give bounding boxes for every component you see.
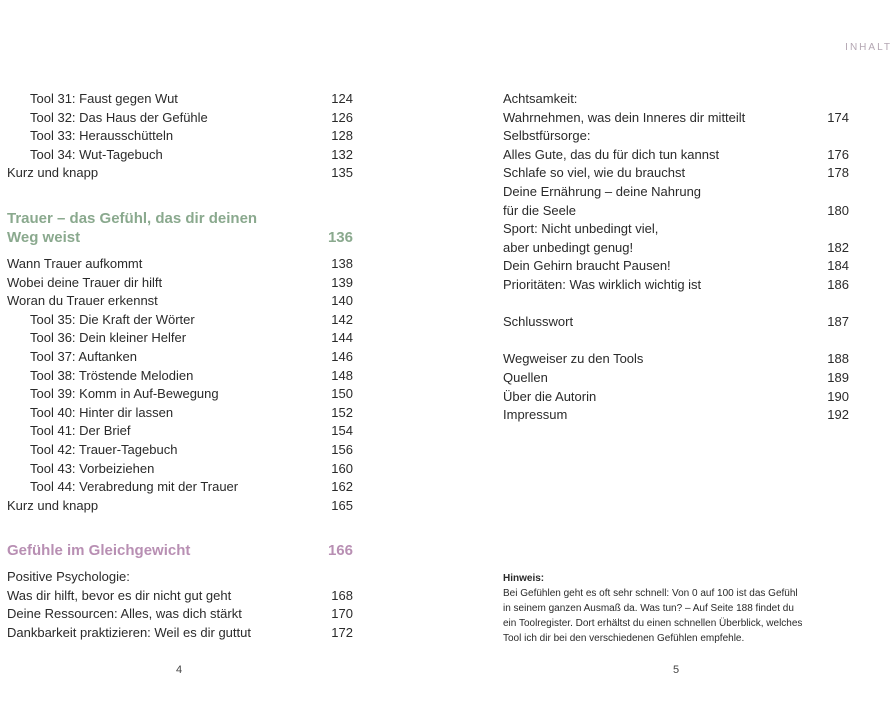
entry-title: Kurz und knapp <box>7 497 99 513</box>
entry-title: Tool 34: Wut-Tagebuch <box>30 146 163 162</box>
hint-title: Hinweis: <box>503 573 545 584</box>
entry-title: Was dir hilft, bevor es dir nicht gut geht <box>7 587 232 603</box>
entry-title: Dankbarkeit praktizieren: Weil es dir guttut <box>7 625 251 641</box>
entry-title: Woran du Trauer erkennst <box>7 293 158 309</box>
entry-title: Tool 44: Verabredung mit der Trauer <box>30 479 239 495</box>
entry-title: Wann Trauer aufkommt <box>7 255 143 271</box>
entry-page: 146 <box>331 348 353 364</box>
entry-title: Wobei deine Trauer dir hilft <box>7 274 163 290</box>
entry-title: Schlusswort <box>503 314 574 330</box>
entry-title: Tool 40: Hinter dir lassen <box>30 404 174 420</box>
page-number-right: 5 <box>673 664 680 676</box>
entry-page: 144 <box>331 330 353 346</box>
entry-title: Tool 41: Der Brief <box>30 423 131 439</box>
entry-page: 152 <box>331 404 353 420</box>
entry-page: 165 <box>331 497 353 513</box>
toc-entry[interactable] <box>7 404 353 423</box>
toc-entry[interactable] <box>7 146 353 165</box>
entry-title: Quellen <box>503 369 548 385</box>
entry-page: 156 <box>331 441 353 457</box>
page-number-left: 4 <box>176 664 183 676</box>
entry-title: Impressum <box>503 407 568 423</box>
entry-page: 188 <box>827 351 849 367</box>
toc-entry[interactable] <box>7 422 353 441</box>
entry-page: 168 <box>331 587 353 603</box>
toc-entry[interactable] <box>503 146 849 165</box>
entry-page: 190 <box>827 388 849 404</box>
entry-title: Achtsamkeit: <box>503 91 578 106</box>
toc-entry[interactable] <box>7 441 353 460</box>
toc-entry[interactable] <box>503 257 849 276</box>
entry-page: 184 <box>827 258 849 274</box>
toc-entry[interactable] <box>7 329 353 348</box>
toc-entry[interactable] <box>7 311 353 330</box>
entry-title: Tool 32: Das Haus der Gefühle <box>30 109 208 125</box>
toc-entry[interactable] <box>7 164 353 183</box>
toc-entry[interactable] <box>7 605 353 624</box>
toc-entry[interactable] <box>7 255 353 274</box>
toc-entry[interactable] <box>503 406 849 425</box>
entry-page: 140 <box>331 293 353 309</box>
toc-entry[interactable] <box>503 202 849 221</box>
entry-page: 182 <box>827 239 849 255</box>
entry-title: Tool 38: Tröstende Melodien <box>30 367 194 383</box>
toc-entry[interactable] <box>7 127 353 146</box>
toc-entry-schlusswort[interactable] <box>503 313 849 332</box>
entry-page: 172 <box>331 625 353 641</box>
toc-entry[interactable] <box>503 276 849 295</box>
toc-entry[interactable] <box>7 90 353 109</box>
right-page-toc <box>503 90 849 425</box>
entry-page: 192 <box>827 407 849 423</box>
entry-title: Deine Ernährung – deine Nahrung <box>503 183 702 199</box>
entry-title: Wegweiser zu den Tools <box>503 351 644 367</box>
toc-entry[interactable] <box>7 385 353 404</box>
hint-box <box>503 571 853 646</box>
hint-line: in seinem ganzen Ausmaß da. Was tun? – Auf Seite 188 findet du <box>503 603 794 614</box>
entry-title: Tool 36: Dein kleiner Helfer <box>30 330 187 346</box>
toc-entry[interactable] <box>503 127 849 146</box>
toc-entry[interactable] <box>503 183 849 202</box>
section-heading-trauer[interactable] <box>7 209 353 247</box>
toc-entry[interactable] <box>7 587 353 606</box>
toc-entry[interactable] <box>7 460 353 479</box>
toc-entry[interactable] <box>7 367 353 386</box>
toc-entry[interactable] <box>7 568 353 587</box>
entry-page: 128 <box>331 128 353 144</box>
running-header: INHALT <box>845 42 892 53</box>
toc-entry[interactable] <box>7 497 353 516</box>
hint-line: Bei Gefühlen geht es oft sehr schnell: Von 0 auf 100 ist das Gefühl <box>503 588 798 599</box>
entry-title: Tool 43: Vorbeiziehen <box>30 460 155 476</box>
entry-title: Schlafe so viel, wie du brauchst <box>503 165 686 181</box>
section-page: 166 <box>327 542 353 560</box>
entry-page: 160 <box>331 460 353 476</box>
entry-page: 174 <box>827 109 849 125</box>
toc-entry[interactable] <box>503 239 849 258</box>
entry-page: 178 <box>827 165 849 181</box>
entry-page: 138 <box>331 255 353 271</box>
toc-entry[interactable] <box>7 348 353 367</box>
entry-page: 187 <box>827 314 849 330</box>
hint-line: ein Toolregister. Dort erhältst du einen schnellen Überblick, welches <box>503 618 803 629</box>
entry-page: 189 <box>827 369 849 385</box>
entry-page: 142 <box>331 311 353 327</box>
entry-title: Tool 33: Herausschütteln <box>30 128 174 144</box>
entry-title: für die Seele <box>503 202 576 218</box>
hint-line: Tool ich dir bei den verschiedenen Gefühlen empfehle. <box>503 633 745 644</box>
section-title: Gefühle im Gleichgewicht <box>7 542 191 560</box>
toc-entry[interactable] <box>503 164 849 183</box>
entry-title: Tool 39: Komm in Auf-Bewegung <box>30 386 219 402</box>
entry-page: 162 <box>331 479 353 495</box>
entry-page: 186 <box>827 276 849 292</box>
entry-title: Tool 37: Auftanken <box>30 348 137 364</box>
toc-entry[interactable] <box>503 369 849 388</box>
entry-title: Selbstfürsorge: <box>503 128 591 144</box>
toc-entry[interactable] <box>7 624 353 643</box>
entry-title: Prioritäten: Was wirklich wichtig ist <box>503 276 702 292</box>
toc-entry[interactable] <box>503 109 849 128</box>
entry-title: aber unbedingt genug! <box>503 239 634 255</box>
toc-entry[interactable] <box>503 90 849 109</box>
entry-title: Tool 35: Die Kraft der Wörter <box>30 311 195 327</box>
entry-title: Sport: Nicht unbedingt viel, <box>503 221 659 237</box>
entry-page: 139 <box>331 274 353 290</box>
section-page: 136 <box>327 228 353 246</box>
entry-title: Tool 42: Trauer-Tagebuch <box>30 441 178 457</box>
toc-entry[interactable] <box>7 274 353 293</box>
toc-entry[interactable] <box>503 388 849 407</box>
entry-title: Positive Psychologie: <box>7 569 130 585</box>
entry-title: Wahrnehmen, was dein Inneres dir mitteilt <box>503 109 746 125</box>
entry-page: 132 <box>331 146 353 162</box>
toc-entry[interactable] <box>7 109 353 128</box>
entry-page: 135 <box>331 165 353 181</box>
entry-page: 170 <box>331 606 353 622</box>
toc-entry[interactable] <box>503 220 849 239</box>
entry-title: Dein Gehirn braucht Pausen! <box>503 258 671 274</box>
entry-page: 176 <box>827 146 849 162</box>
section-heading-gleichgewicht[interactable] <box>7 541 353 560</box>
entry-page: 148 <box>331 367 353 383</box>
entry-title: Über die Autorin <box>503 388 597 404</box>
toc-entry[interactable] <box>503 350 849 369</box>
entry-title: Deine Ressourcen: Alles, was dich stärkt <box>7 606 242 622</box>
entry-page: 180 <box>827 202 849 218</box>
section-title: Trauer – das Gefühl, das dir deinen Weg weist <box>7 209 258 246</box>
entry-title: Kurz und knapp <box>7 165 99 181</box>
toc-entry[interactable] <box>7 292 353 311</box>
entry-page: 154 <box>331 423 353 439</box>
toc-entry[interactable] <box>7 478 353 497</box>
entry-title: Tool 31: Faust gegen Wut <box>30 91 178 106</box>
entry-title: Alles Gute, das du für dich tun kannst <box>503 146 720 162</box>
left-page-toc <box>7 90 353 643</box>
entry-page: 124 <box>331 91 353 106</box>
entry-page: 126 <box>331 109 353 125</box>
entry-page: 150 <box>331 386 353 402</box>
